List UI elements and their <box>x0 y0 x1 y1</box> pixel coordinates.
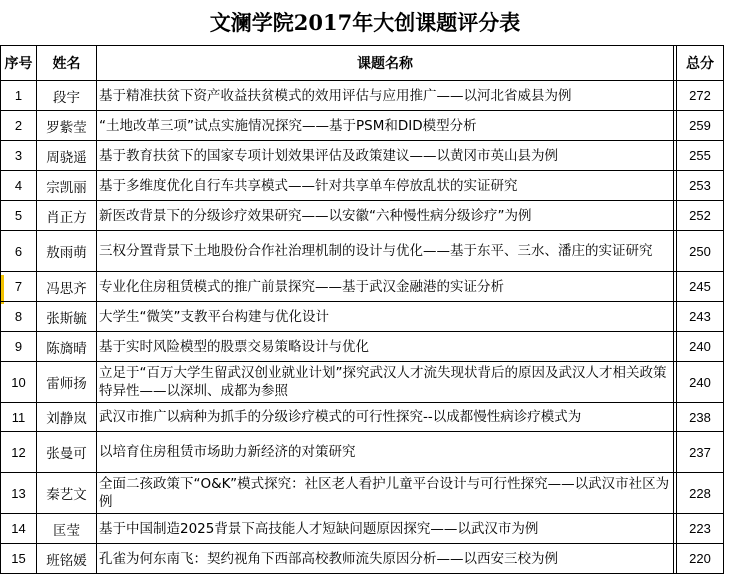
row-no-cell[interactable]: 3 <box>1 141 37 171</box>
row-topic-cell[interactable]: 全面二孩政策下“O&K”模式探究：社区老人看护儿童平台设计与可行性探究——以武汉市社区为例 <box>97 473 674 514</box>
table-row <box>1 201 724 231</box>
header-name[interactable]: 姓名 <box>37 46 97 81</box>
row-score-cell[interactable]: 243 <box>677 302 724 332</box>
row-score-cell[interactable]: 240 <box>677 332 724 362</box>
row-score-cell[interactable]: 253 <box>677 171 724 201</box>
row-topic-cell[interactable]: 基于多维度优化自行车共享模式——针对共享单车停放乱状的实证研究 <box>97 171 674 201</box>
table-row <box>1 403 724 432</box>
table-row <box>1 302 724 332</box>
row-name-cell[interactable]: 段宇 <box>37 81 97 111</box>
row-no-cell[interactable]: 15 <box>1 544 37 574</box>
row-name-cell[interactable]: 陈旖晴 <box>37 332 97 362</box>
row-topic-cell[interactable]: 基于精准扶贫下资产收益扶贫模式的效用评估与应用推广——以河北省威县为例 <box>97 81 674 111</box>
header-no[interactable]: 序号 <box>1 46 37 81</box>
row-topic-cell[interactable]: 立足于“百万大学生留武汉创业就业计划”探究武汉人才流失现状背后的原因及武汉人才相关政策特异性——以深圳、成都为参照 <box>97 362 674 403</box>
row-no-cell[interactable]: 7 <box>1 272 37 302</box>
row-name-cell[interactable]: 宗凯丽 <box>37 171 97 201</box>
row-name-cell[interactable]: 张曼可 <box>37 432 97 473</box>
row-score-cell[interactable]: 259 <box>677 111 724 141</box>
sheet-title: 文澜学院2017年大创课题评分表 <box>209 10 521 35</box>
row-name-cell[interactable]: 周骁遥 <box>37 141 97 171</box>
row-no-cell[interactable]: 11 <box>1 403 37 432</box>
row-topic-cell[interactable]: 以培育住房租赁市场助力新经济的对策研究 <box>97 432 674 473</box>
table-row <box>1 81 724 111</box>
row-score-cell[interactable]: 240 <box>677 362 724 403</box>
score-table <box>0 45 724 574</box>
row-score-cell[interactable]: 223 <box>677 514 724 544</box>
row-score-cell[interactable]: 228 <box>677 473 724 514</box>
row-topic-cell[interactable]: 孔雀为何东南飞：契约视角下西部高校教师流失原因分析——以西安三校为例 <box>97 544 674 574</box>
table-row <box>1 544 724 574</box>
table-row <box>1 272 724 302</box>
row-no-cell[interactable]: 8 <box>1 302 37 332</box>
row-topic-cell[interactable]: 基于教育扶贫下的国家专项计划效果评估及政策建议——以黄冈市英山县为例 <box>97 141 674 171</box>
table-row <box>1 432 724 473</box>
row-no-cell[interactable]: 2 <box>1 111 37 141</box>
row-name-cell[interactable]: 班铭媛 <box>37 544 97 574</box>
row-name-cell[interactable]: 冯思齐 <box>37 272 97 302</box>
table-row <box>1 141 724 171</box>
row-no-cell[interactable]: 13 <box>1 473 37 514</box>
table-row <box>1 473 724 514</box>
row-topic-cell[interactable]: 基于中国制造2025背景下高技能人才短缺问题原因探究——以武汉市为例 <box>97 514 674 544</box>
row-score-cell[interactable]: 238 <box>677 403 724 432</box>
row-no-cell[interactable]: 1 <box>1 81 37 111</box>
table-row <box>1 514 724 544</box>
row-name-cell[interactable]: 敖雨萌 <box>37 231 97 272</box>
table-row <box>1 362 724 403</box>
row-score-cell[interactable]: 255 <box>677 141 724 171</box>
header-score[interactable]: 总分 <box>677 46 724 81</box>
table-row <box>1 332 724 362</box>
row-score-cell[interactable]: 252 <box>677 201 724 231</box>
row-topic-cell[interactable]: “土地改革三项”试点实施情况探究——基于PSM和DID模型分析 <box>97 111 674 141</box>
row-score-cell[interactable]: 250 <box>677 231 724 272</box>
row-topic-cell[interactable]: 专业化住房租赁模式的推广前景探究——基于武汉金融港的实证分析 <box>97 272 674 302</box>
row-topic-cell[interactable]: 大学生“微笑”支教平台构建与优化设计 <box>97 302 674 332</box>
row-name-cell[interactable]: 张斯毓 <box>37 302 97 332</box>
row-no-cell[interactable]: 5 <box>1 201 37 231</box>
row-name-cell[interactable]: 雷师扬 <box>37 362 97 403</box>
row-score-cell[interactable]: 272 <box>677 81 724 111</box>
row-no-cell[interactable]: 12 <box>1 432 37 473</box>
header-topic[interactable]: 课题名称 <box>97 46 674 81</box>
row-topic-cell[interactable]: 三权分置背景下土地股份合作社治理机制的设计与优化——基于东平、三水、潘庄的实证研究 <box>97 231 674 272</box>
row-name-cell[interactable]: 秦艺文 <box>37 473 97 514</box>
row-score-cell[interactable]: 245 <box>677 272 724 302</box>
row-name-cell[interactable]: 刘静岚 <box>37 403 97 432</box>
row-score-cell[interactable]: 237 <box>677 432 724 473</box>
row-score-cell[interactable]: 220 <box>677 544 724 574</box>
row-no-cell[interactable]: 9 <box>1 332 37 362</box>
table-row <box>1 231 724 272</box>
row-no-cell[interactable]: 6 <box>1 231 37 272</box>
table-row <box>1 111 724 141</box>
row-topic-cell[interactable]: 基于实时风险模型的股票交易策略设计与优化 <box>97 332 674 362</box>
row-name-cell[interactable]: 罗紫莹 <box>37 111 97 141</box>
row-topic-cell[interactable]: 武汉市推广以病种为抓手的分级诊疗模式的可行性探究--以成都慢性病诊疗模式为 <box>97 403 674 432</box>
header-row <box>1 46 724 81</box>
row-name-cell[interactable]: 匡莹 <box>37 514 97 544</box>
row-name-cell[interactable]: 肖正方 <box>37 201 97 231</box>
row-no-cell[interactable]: 14 <box>1 514 37 544</box>
row-no-cell[interactable]: 10 <box>1 362 37 403</box>
table-row <box>1 171 724 201</box>
row-topic-cell[interactable]: 新医改背景下的分级诊疗效果研究——以安徽“六种慢性病分级诊疗”为例 <box>97 201 674 231</box>
row-no-cell[interactable]: 4 <box>1 171 37 201</box>
